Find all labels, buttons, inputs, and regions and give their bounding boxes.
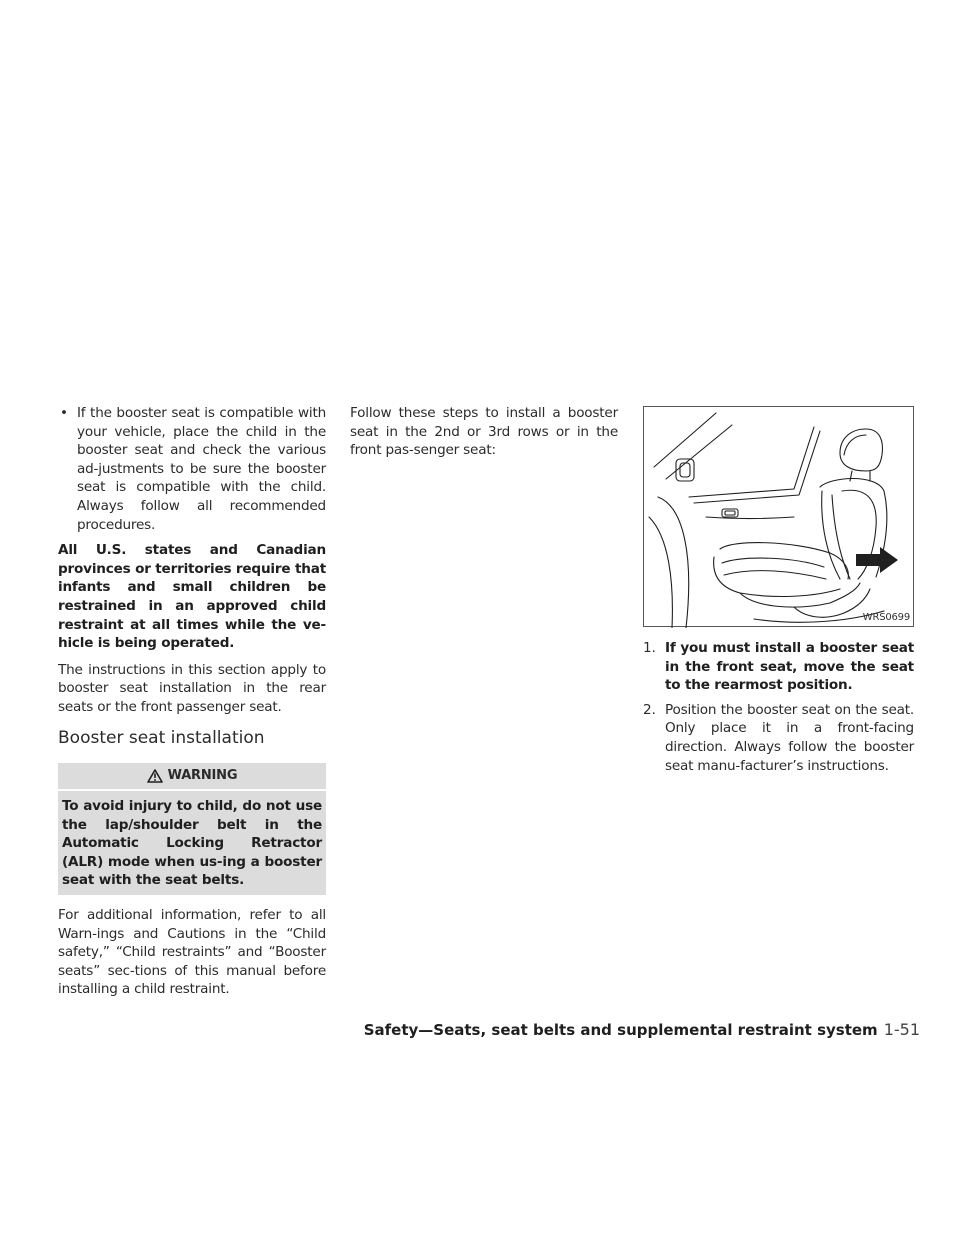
page-footer	[364, 1020, 920, 1039]
figure-code: WRS0699	[862, 612, 910, 623]
step-number: 1.	[643, 640, 656, 656]
legal-requirement-paragraph: All U.S. states and Canadian provinces or territories require that infants and small children be restrained in an approved child restraint at all times while the ve-hicle is being operated.	[58, 542, 326, 652]
steps-intro-paragraph: Follow these steps to install a booster seat in the 2nd or 3rd rows or in the front pas-senger seat:	[350, 405, 618, 459]
seat-forward-arrow-icon	[856, 547, 898, 573]
step-text: If you must install a booster seat in the front seat, move the seat to the rearmost position.	[665, 640, 914, 694]
seat-line-drawing	[644, 407, 915, 628]
seat-illustration	[643, 406, 914, 627]
warning-header	[58, 763, 326, 790]
bullet-marker: •	[60, 405, 68, 421]
instructions-paragraph: The instructions in this section apply to booster seat installation in the rear seats or the front passenger seat.	[58, 661, 326, 715]
page-number: 1-51	[883, 1020, 920, 1039]
list-item	[643, 639, 914, 695]
warning-box	[58, 763, 326, 896]
warning-text: To avoid injury to child, do not use the lap/shoulder belt in the Automatic Locking Retractor (ALR) mode when us-ing a booster seat with the seat belts.	[62, 798, 322, 889]
steps-list	[643, 639, 914, 775]
bullet-text: If the booster seat is compatible with your vehicle, place the child in the booster seat and check the various ad-justments to be sure the booster seat is compatible with the child. Always follow all recommended procedures.	[77, 405, 326, 533]
list-item	[643, 701, 914, 775]
step-text: Position the booster seat on the seat. Only place it in a front-facing direction. Always follow the booster seat manu-facturer’s instructions.	[665, 701, 914, 774]
right-column	[643, 406, 914, 781]
footer-section-title: Safety—Seats, seat belts and supplemental restraint system	[363, 1021, 878, 1039]
section-heading: Booster seat installation	[58, 727, 265, 748]
step-number: 2.	[643, 701, 656, 718]
bullet-item	[58, 404, 326, 534]
warning-title: WARNING	[167, 767, 238, 783]
additional-info-paragraph: For additional information, refer to all Warn-ings and Cautions in the “Child safety,” “Child restraints” and “Booster seats” sec-tions of this manual before installing a child restraint.	[58, 907, 326, 998]
warning-triangle-icon	[147, 769, 163, 783]
left-column	[58, 404, 326, 1007]
middle-column	[350, 404, 618, 468]
